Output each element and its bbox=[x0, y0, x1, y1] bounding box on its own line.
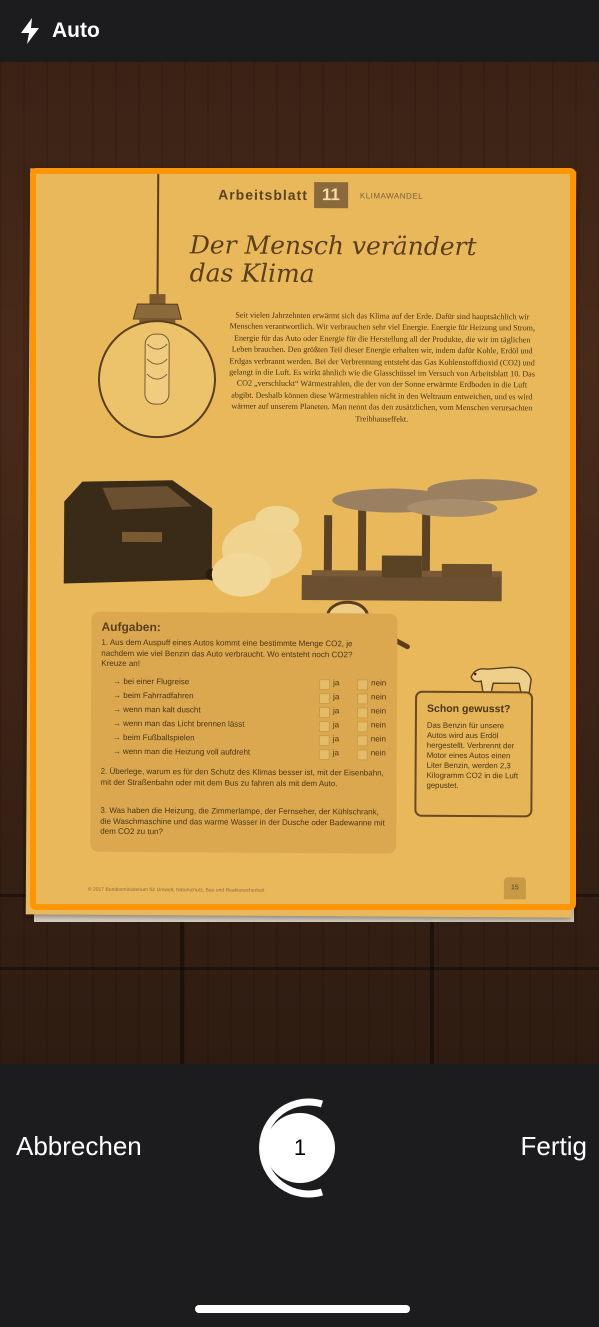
document-page-number: 15 bbox=[504, 877, 526, 899]
option-ja-label: ja bbox=[333, 692, 340, 702]
home-indicator[interactable] bbox=[195, 1305, 410, 1313]
cancel-button[interactable]: Abbrechen bbox=[16, 1131, 142, 1161]
option-nein-label: nein bbox=[370, 706, 387, 716]
worksheet-word: Arbeitsblatt bbox=[218, 186, 308, 204]
worksheet-number: 11 bbox=[314, 182, 348, 208]
flash-mode-label: Auto bbox=[52, 19, 100, 42]
corner-handle-top-left[interactable] bbox=[23, 161, 49, 187]
table-plank-seam bbox=[180, 905, 184, 1064]
flash-icon bbox=[18, 17, 42, 45]
option-label: → beim Fahrradfahren bbox=[113, 690, 194, 701]
option-ja-label: ja bbox=[332, 720, 340, 730]
option-nein-label: nein bbox=[371, 692, 387, 702]
done-button[interactable]: Fertig bbox=[520, 1131, 587, 1161]
corner-handle-top-right[interactable] bbox=[557, 161, 583, 187]
task-1-text: 1. Aus dem Auspuff eines Autos kommt eine bestimmte Menge CO2, je nachdem wie viel Benzin das Auto verbraucht. Wo entsteht noch CO2? Kreuze an! bbox=[101, 637, 353, 669]
table-plank-seam bbox=[430, 905, 434, 1064]
flash-mode-button[interactable] bbox=[18, 17, 100, 45]
option-label: → wenn man die Heizung voll aufdreht bbox=[112, 746, 251, 757]
option-ja-label: ja bbox=[332, 706, 340, 716]
option-nein-label: nein bbox=[370, 748, 386, 758]
scan-count-badge[interactable]: 1 bbox=[265, 1113, 335, 1183]
table-plank-seam bbox=[0, 967, 599, 970]
option-label: → wenn man kalt duscht bbox=[112, 704, 201, 715]
option-nein-label: nein bbox=[370, 734, 386, 744]
task-3-text: 3. Was haben die Heizung, die Zimmerlampe, der Fernseher, der Kühlschrank, die Waschmaschine und das warme Wasser in der Dusche oder Badewanne mit dem CO2 zu tun? bbox=[100, 805, 385, 837]
did-you-know-text: Das Benzin für unsere Autos wird aus Erdöl hergestellt. Verbrennt der Motor eines Autos einen Liter Benzin, werden 2,3 Kilogramm CO2 in die Luft gepustet. bbox=[426, 720, 519, 790]
bottom-controls bbox=[0, 1064, 599, 1327]
option-label: → bei einer Flugreise bbox=[113, 676, 190, 687]
camera-viewfinder bbox=[0, 62, 599, 1064]
option-label: → wenn man das Licht brennen lässt bbox=[112, 718, 245, 729]
tasks-heading: Aufgaben: bbox=[101, 619, 161, 635]
option-nein-label: nein bbox=[370, 720, 387, 730]
document-edge-outline[interactable] bbox=[30, 168, 576, 910]
option-ja-label: ja bbox=[332, 748, 339, 758]
option-ja-label: ja bbox=[332, 734, 340, 744]
document-footer: © 2017 Bundesministerium für Umwelt, Naturschutz, Bau und Reaktorsicherheit bbox=[87, 886, 265, 894]
option-nein-label: nein bbox=[371, 678, 387, 688]
option-ja-label: ja bbox=[333, 678, 340, 688]
intro-paragraph: Seit vielen Jahrzehnten erwärmt sich das Klima auf der Erde. Dafür sind hauptsächlich wir Menschen verantwortlich. Wir verbrauchen sehr viel Energie. Energie für Heizung und Strom, Energie für das Auto oder Energie für die Herstellung all der Produkte, die wir im täglichen Leben brauchen. Den größten Teil dieser Energie erhalten wir, indem dafür Kohle, Erdöl und Erdgas verbrannt werden. Bei der Verbrennung entsteht das Gas Kohlenstoffdioxid (CO2) und gelangt in die Luft. Es wirkt ähnlich wie die Glasschüssel im Versuch von Arbeitsblatt 10. Das CO2 „verschluckt“ Wärmestrahlen, die der von der Sonne erwärmte Erdboden in die Luft abgibt. Deshalb können diese Wärmestrahlen nicht in den Weltraum entweichen, und es wird wärmer auf unserem Planeten. Man nennt das den zusätzlichen, vom Menschen verursachten Treibhauseffekt. bbox=[229, 310, 536, 424]
did-you-know-heading: Schon gewusst? bbox=[426, 702, 511, 716]
title-line-1: Der Mensch verändert bbox=[189, 230, 477, 262]
corner-handle-bottom-right[interactable] bbox=[557, 891, 583, 917]
corner-handle-bottom-left[interactable] bbox=[23, 891, 49, 917]
worksheet-topic: KLIMAWANDEL bbox=[359, 190, 424, 201]
top-bar bbox=[0, 0, 599, 62]
task-2-text: 2. Überlege, warum es für den Schutz des Klimas besser ist, mit der Eisenbahn, mit der Straßenbahn oder mit dem Bus zu fahren als mit dem Auto. bbox=[100, 766, 384, 788]
title-line-2: das Klima bbox=[189, 258, 315, 289]
option-label: → beim Fußballspielen bbox=[112, 732, 195, 743]
